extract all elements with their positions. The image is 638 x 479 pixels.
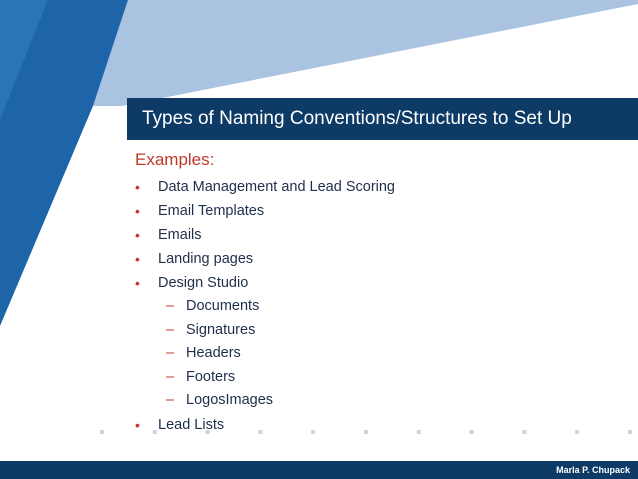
light-blue-band	[93, 0, 638, 106]
bullet-text: Landing pages	[158, 251, 254, 267]
sub-item	[158, 319, 615, 343]
sub-item-text: LogosImages	[186, 392, 274, 408]
decorative-dot	[100, 430, 104, 434]
sub-item	[158, 389, 615, 413]
bullet-item	[135, 413, 615, 437]
sub-list	[158, 295, 615, 413]
bullet-text: Data Management and Lead Scoring	[158, 179, 395, 195]
slide-title: Types of Naming Conventions/Structures to Set Up	[142, 108, 572, 129]
slide-body	[135, 147, 615, 437]
bullet-item	[135, 223, 615, 247]
sub-item-text: Footers	[186, 368, 236, 385]
bullet-text: Emails	[158, 227, 202, 243]
bullet-item	[135, 175, 615, 199]
bullet-text: Lead Lists	[158, 416, 225, 433]
bullet-item	[135, 247, 615, 271]
dash-marker: –	[166, 368, 175, 385]
bullet-list	[135, 175, 615, 437]
bullet-marker: •	[135, 251, 140, 267]
bullet-item	[135, 199, 615, 223]
sub-item	[158, 342, 615, 366]
sub-item	[158, 295, 615, 319]
bullet-marker: •	[135, 416, 140, 433]
bullet-marker: •	[135, 179, 140, 195]
sub-item-text: Signatures	[186, 321, 256, 338]
dash-marker: –	[166, 321, 175, 338]
dash-marker: –	[166, 392, 175, 408]
examples-heading: Examples:	[135, 150, 215, 169]
sub-item-text: Headers	[186, 345, 241, 361]
bullet-text: Email Templates	[158, 203, 265, 219]
footer-author: Marla P. Chupack	[556, 465, 630, 475]
dash-marker: –	[166, 298, 175, 314]
sub-item-text: Documents	[186, 298, 260, 314]
dash-marker: –	[166, 345, 175, 361]
footer-bar	[0, 461, 638, 479]
bullet-item	[135, 271, 615, 413]
sub-item	[158, 366, 615, 390]
title-bar	[127, 98, 638, 140]
decorative-dot	[628, 430, 632, 434]
bullet-marker: •	[135, 203, 140, 219]
bullet-marker: •	[135, 227, 140, 243]
bullet-text: Design Studio	[158, 275, 249, 291]
bullet-marker: •	[135, 275, 140, 291]
